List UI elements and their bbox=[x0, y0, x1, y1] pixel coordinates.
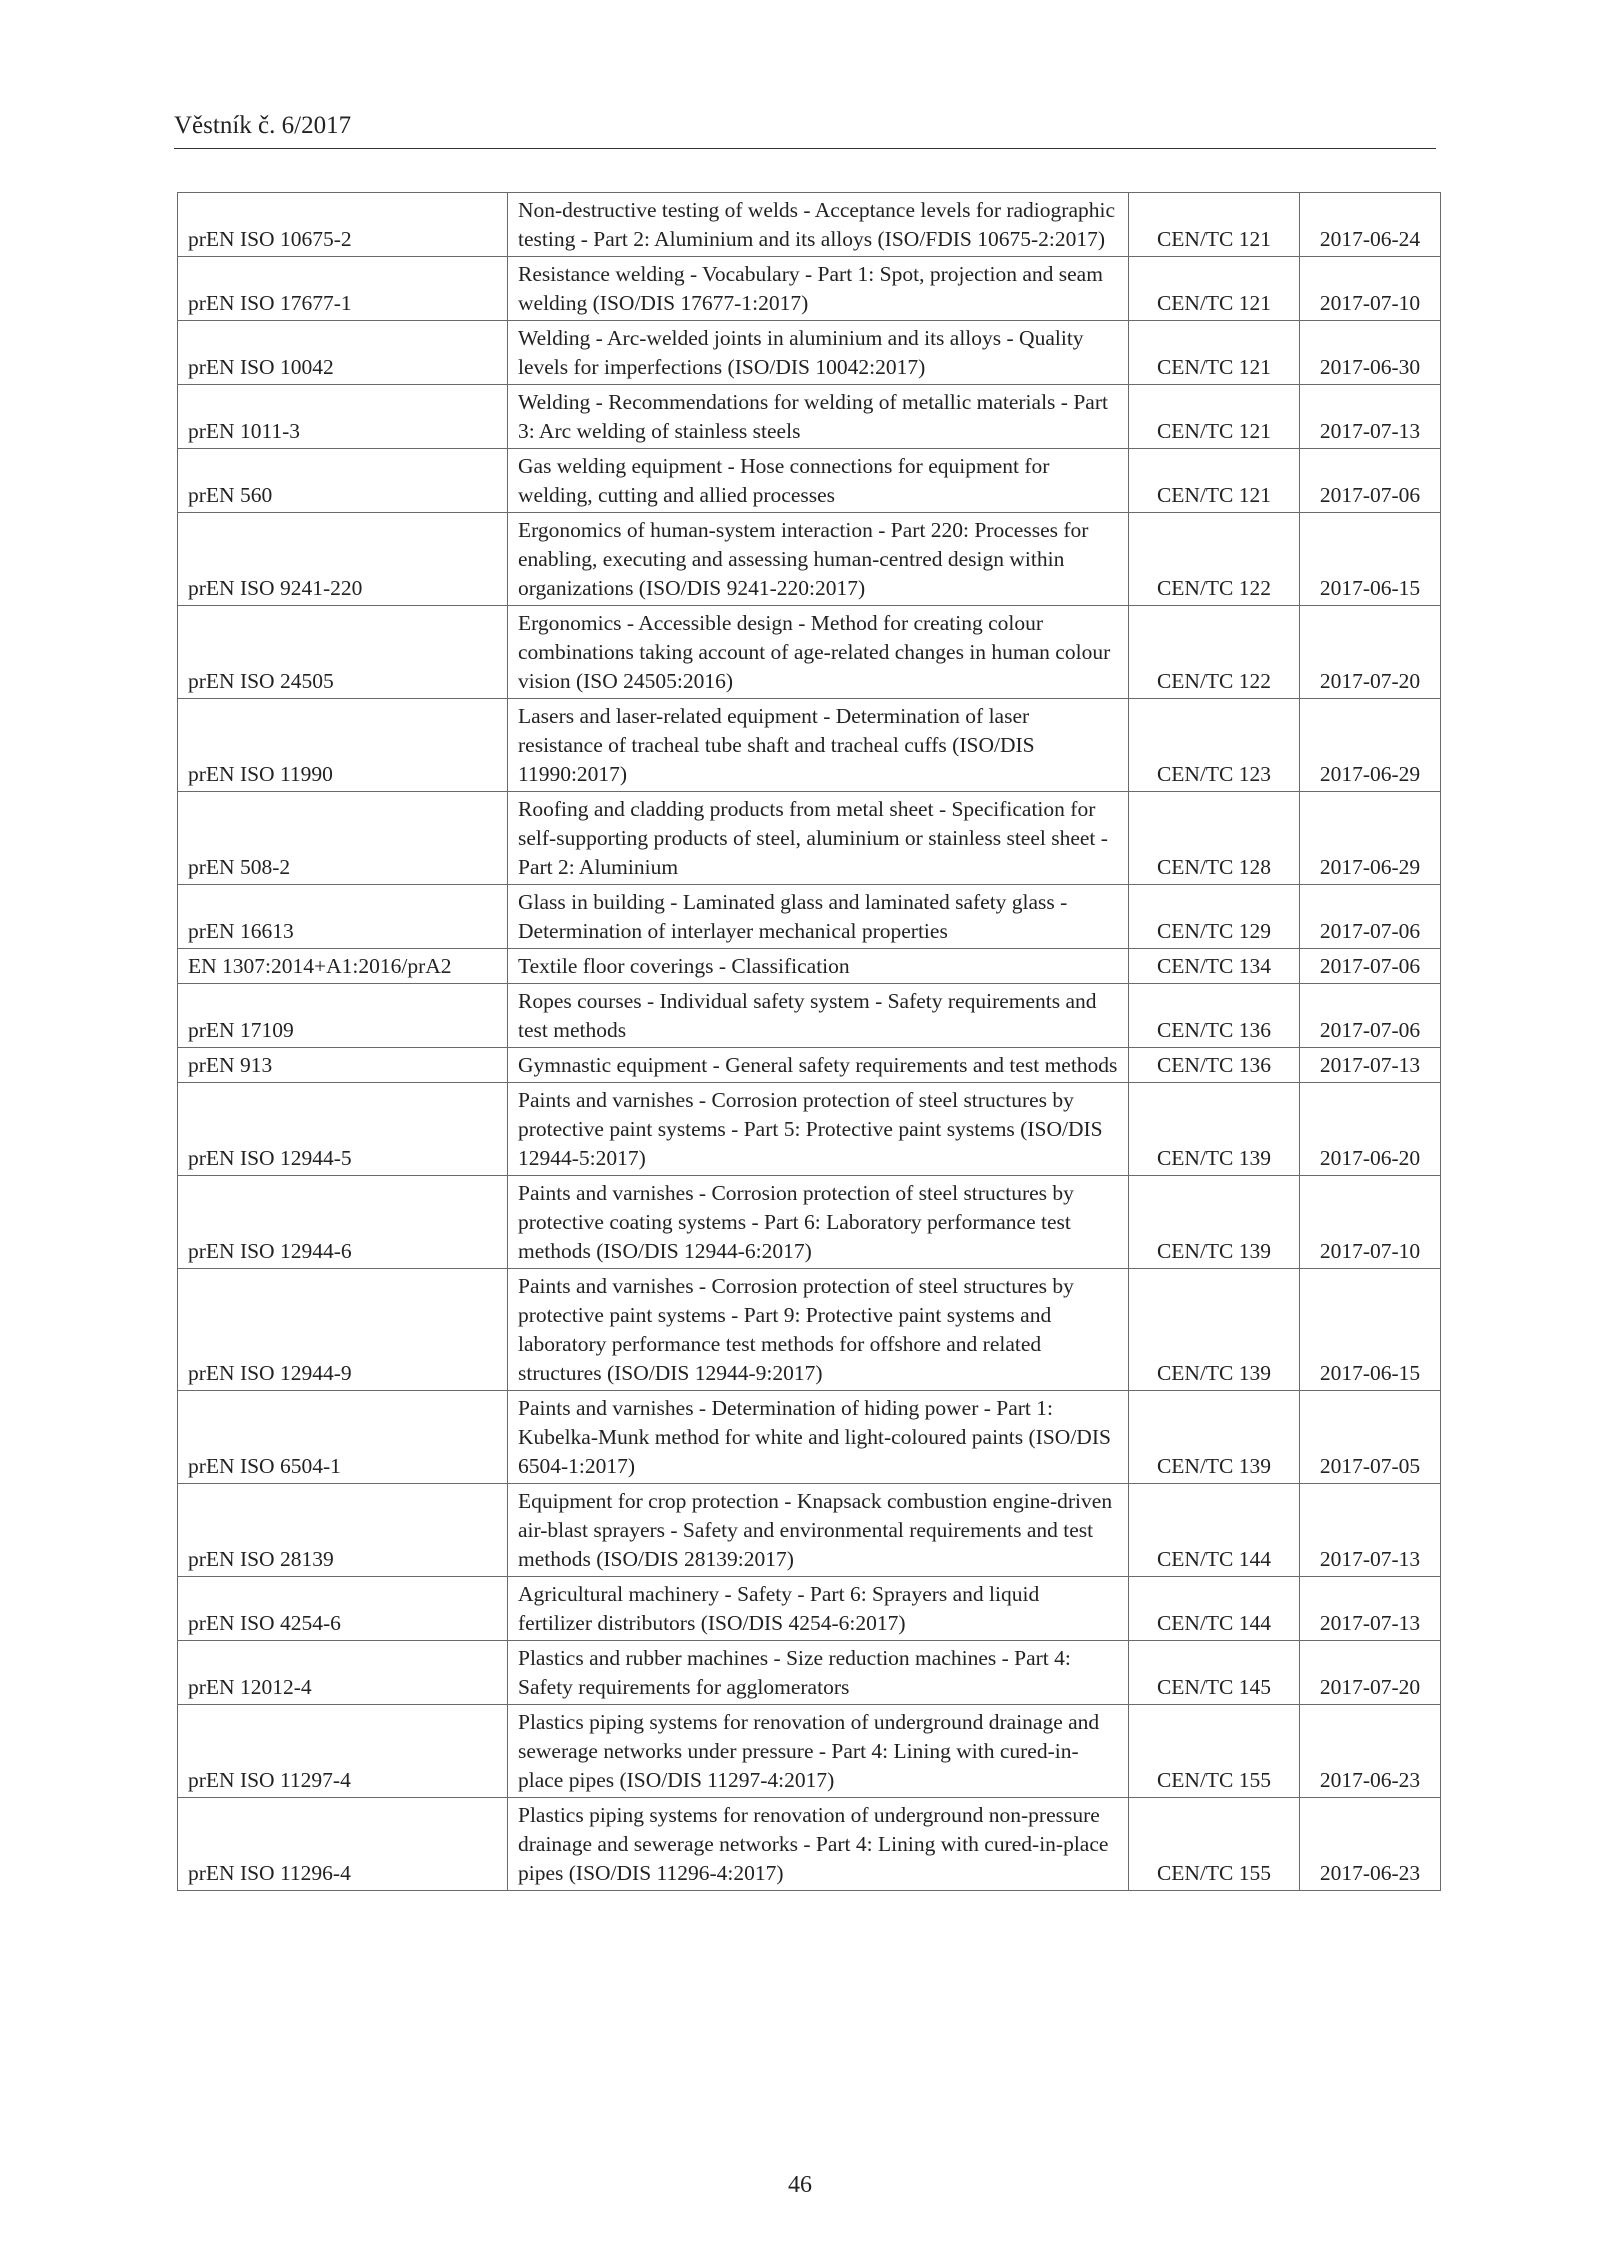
deadline-date: 2017-07-13 bbox=[1300, 1048, 1441, 1083]
table-row bbox=[178, 385, 1441, 449]
standard-title: Agricultural machinery - Safety - Part 6: Sprayers and liquid fertilizer distributors (ISO/DIS 4254-6:2017) bbox=[508, 1577, 1129, 1641]
standard-title: Textile floor coverings - Classification bbox=[508, 949, 1129, 984]
standard-code: prEN ISO 10675-2 bbox=[178, 193, 508, 257]
technical-committee: CEN/TC 155 bbox=[1129, 1705, 1300, 1798]
standards-table bbox=[177, 192, 1441, 1891]
technical-committee: CEN/TC 121 bbox=[1129, 321, 1300, 385]
technical-committee: CEN/TC 121 bbox=[1129, 385, 1300, 449]
deadline-date: 2017-06-15 bbox=[1300, 513, 1441, 606]
deadline-date: 2017-06-23 bbox=[1300, 1705, 1441, 1798]
deadline-date: 2017-06-24 bbox=[1300, 193, 1441, 257]
standard-code: prEN ISO 24505 bbox=[178, 606, 508, 699]
standard-code: prEN ISO 11296-4 bbox=[178, 1798, 508, 1891]
standard-code: prEN 913 bbox=[178, 1048, 508, 1083]
standard-title: Plastics piping systems for renovation of underground non-pressure drainage and sewerage networks - Part 4: Lining with cured-in-place pipes (ISO/DIS 11296-4:2017) bbox=[508, 1798, 1129, 1891]
standard-title: Glass in building - Laminated glass and laminated safety glass - Determination of interlayer mechanical properties bbox=[508, 885, 1129, 949]
table-row bbox=[178, 792, 1441, 885]
technical-committee: CEN/TC 155 bbox=[1129, 1798, 1300, 1891]
standard-title: Ergonomics - Accessible design - Method for creating colour combinations taking account of age-related changes in human colour vision (ISO 24505:2016) bbox=[508, 606, 1129, 699]
table-row bbox=[178, 1269, 1441, 1391]
standard-title: Plastics piping systems for renovation of underground drainage and sewerage networks under pressure - Part 4: Lining with cured-in-place pipes (ISO/DIS 11297-4:2017) bbox=[508, 1705, 1129, 1798]
standard-title: Plastics and rubber machines - Size reduction machines - Part 4: Safety requirements for agglomerators bbox=[508, 1641, 1129, 1705]
standard-code: prEN ISO 9241-220 bbox=[178, 513, 508, 606]
deadline-date: 2017-07-13 bbox=[1300, 1577, 1441, 1641]
deadline-date: 2017-06-29 bbox=[1300, 699, 1441, 792]
table-row bbox=[178, 1705, 1441, 1798]
standard-title: Resistance welding - Vocabulary - Part 1: Spot, projection and seam welding (ISO/DIS 17677-1:2017) bbox=[508, 257, 1129, 321]
standard-code: prEN 560 bbox=[178, 449, 508, 513]
deadline-date: 2017-07-06 bbox=[1300, 984, 1441, 1048]
table-row bbox=[178, 257, 1441, 321]
deadline-date: 2017-06-30 bbox=[1300, 321, 1441, 385]
technical-committee: CEN/TC 139 bbox=[1129, 1176, 1300, 1269]
standard-title: Gymnastic equipment - General safety requirements and test methods bbox=[508, 1048, 1129, 1083]
deadline-date: 2017-07-10 bbox=[1300, 257, 1441, 321]
deadline-date: 2017-06-15 bbox=[1300, 1269, 1441, 1391]
technical-committee: CEN/TC 139 bbox=[1129, 1269, 1300, 1391]
deadline-date: 2017-07-05 bbox=[1300, 1391, 1441, 1484]
table-row bbox=[178, 1176, 1441, 1269]
standard-code: prEN 16613 bbox=[178, 885, 508, 949]
deadline-date: 2017-07-06 bbox=[1300, 949, 1441, 984]
standard-code: prEN ISO 28139 bbox=[178, 1484, 508, 1577]
table-row bbox=[178, 606, 1441, 699]
deadline-date: 2017-06-23 bbox=[1300, 1798, 1441, 1891]
standard-code: prEN ISO 11990 bbox=[178, 699, 508, 792]
standard-code: prEN 12012-4 bbox=[178, 1641, 508, 1705]
technical-committee: CEN/TC 145 bbox=[1129, 1641, 1300, 1705]
table-row bbox=[178, 449, 1441, 513]
table-row bbox=[178, 1083, 1441, 1176]
technical-committee: CEN/TC 144 bbox=[1129, 1577, 1300, 1641]
standard-title: Paints and varnishes - Determination of hiding power - Part 1: Kubelka-Munk method for white and light-coloured paints (ISO/DIS 6504-1:2017) bbox=[508, 1391, 1129, 1484]
deadline-date: 2017-07-06 bbox=[1300, 885, 1441, 949]
running-title: Věstník č. 6/2017 bbox=[174, 112, 352, 139]
table-row bbox=[178, 1641, 1441, 1705]
table-row bbox=[178, 1391, 1441, 1484]
standard-title: Roofing and cladding products from metal sheet - Specification for self-supporting products of steel, aluminium or stainless steel sheet - Part 2: Aluminium bbox=[508, 792, 1129, 885]
technical-committee: CEN/TC 139 bbox=[1129, 1391, 1300, 1484]
standard-code: prEN ISO 4254-6 bbox=[178, 1577, 508, 1641]
table-row bbox=[178, 699, 1441, 792]
standard-code: prEN 1011-3 bbox=[178, 385, 508, 449]
standard-code: prEN ISO 6504-1 bbox=[178, 1391, 508, 1484]
technical-committee: CEN/TC 122 bbox=[1129, 513, 1300, 606]
table-row bbox=[178, 1577, 1441, 1641]
deadline-date: 2017-06-20 bbox=[1300, 1083, 1441, 1176]
table-row bbox=[178, 984, 1441, 1048]
standard-code: prEN ISO 10042 bbox=[178, 321, 508, 385]
table-row bbox=[178, 1798, 1441, 1891]
technical-committee: CEN/TC 121 bbox=[1129, 193, 1300, 257]
standard-code: prEN ISO 11297-4 bbox=[178, 1705, 508, 1798]
standard-code: prEN ISO 12944-6 bbox=[178, 1176, 508, 1269]
deadline-date: 2017-07-06 bbox=[1300, 449, 1441, 513]
standard-code: EN 1307:2014+A1:2016/prA2 bbox=[178, 949, 508, 984]
technical-committee: CEN/TC 129 bbox=[1129, 885, 1300, 949]
table-row bbox=[178, 949, 1441, 984]
page-number: 46 bbox=[788, 2172, 812, 2198]
technical-committee: CEN/TC 136 bbox=[1129, 984, 1300, 1048]
standard-title: Lasers and laser-related equipment - Determination of laser resistance of tracheal tube shaft and tracheal cuffs (ISO/DIS 11990:2017) bbox=[508, 699, 1129, 792]
standard-title: Ropes courses - Individual safety system - Safety requirements and test methods bbox=[508, 984, 1129, 1048]
standards-table-body bbox=[178, 193, 1441, 1891]
deadline-date: 2017-07-20 bbox=[1300, 1641, 1441, 1705]
technical-committee: CEN/TC 121 bbox=[1129, 449, 1300, 513]
deadline-date: 2017-07-10 bbox=[1300, 1176, 1441, 1269]
technical-committee: CEN/TC 134 bbox=[1129, 949, 1300, 984]
technical-committee: CEN/TC 139 bbox=[1129, 1083, 1300, 1176]
standard-title: Paints and varnishes - Corrosion protection of steel structures by protective paint systems - Part 9: Protective paint systems and laboratory performance test methods for offshore and related structures (ISO/DIS 12944-9:2017) bbox=[508, 1269, 1129, 1391]
standard-code: prEN 17109 bbox=[178, 984, 508, 1048]
standard-code: prEN ISO 12944-9 bbox=[178, 1269, 508, 1391]
table-row bbox=[178, 193, 1441, 257]
standard-title: Paints and varnishes - Corrosion protection of steel structures by protective coating systems - Part 6: Laboratory performance test methods (ISO/DIS 12944-6:2017) bbox=[508, 1176, 1129, 1269]
standard-title: Equipment for crop protection - Knapsack combustion engine-driven air-blast sprayers - Safety and environmental requirements and test methods (ISO/DIS 28139:2017) bbox=[508, 1484, 1129, 1577]
standard-code: prEN ISO 12944-5 bbox=[178, 1083, 508, 1176]
technical-committee: CEN/TC 122 bbox=[1129, 606, 1300, 699]
standard-title: Non-destructive testing of welds - Acceptance levels for radiographic testing - Part 2: Aluminium and its alloys (ISO/FDIS 10675-2:2017) bbox=[508, 193, 1129, 257]
technical-committee: CEN/TC 123 bbox=[1129, 699, 1300, 792]
standard-code: prEN 508-2 bbox=[178, 792, 508, 885]
table-row bbox=[178, 321, 1441, 385]
standard-title: Welding - Recommendations for welding of metallic materials - Part 3: Arc welding of stainless steels bbox=[508, 385, 1129, 449]
deadline-date: 2017-06-29 bbox=[1300, 792, 1441, 885]
standard-title: Paints and varnishes - Corrosion protection of steel structures by protective paint systems - Part 5: Protective paint systems (ISO/DIS 12944-5:2017) bbox=[508, 1083, 1129, 1176]
page-header bbox=[174, 112, 1436, 149]
table-row bbox=[178, 1048, 1441, 1083]
standard-title: Ergonomics of human-system interaction - Part 220: Processes for enabling, executing and assessing human-centred design within organizations (ISO/DIS 9241-220:2017) bbox=[508, 513, 1129, 606]
technical-committee: CEN/TC 136 bbox=[1129, 1048, 1300, 1083]
deadline-date: 2017-07-13 bbox=[1300, 1484, 1441, 1577]
deadline-date: 2017-07-13 bbox=[1300, 385, 1441, 449]
technical-committee: CEN/TC 144 bbox=[1129, 1484, 1300, 1577]
standard-title: Gas welding equipment - Hose connections for equipment for welding, cutting and allied processes bbox=[508, 449, 1129, 513]
table-row bbox=[178, 1484, 1441, 1577]
technical-committee: CEN/TC 128 bbox=[1129, 792, 1300, 885]
deadline-date: 2017-07-20 bbox=[1300, 606, 1441, 699]
technical-committee: CEN/TC 121 bbox=[1129, 257, 1300, 321]
standard-title: Welding - Arc-welded joints in aluminium and its alloys - Quality levels for imperfections (ISO/DIS 10042:2017) bbox=[508, 321, 1129, 385]
table-row bbox=[178, 513, 1441, 606]
standard-code: prEN ISO 17677-1 bbox=[178, 257, 508, 321]
table-row bbox=[178, 885, 1441, 949]
